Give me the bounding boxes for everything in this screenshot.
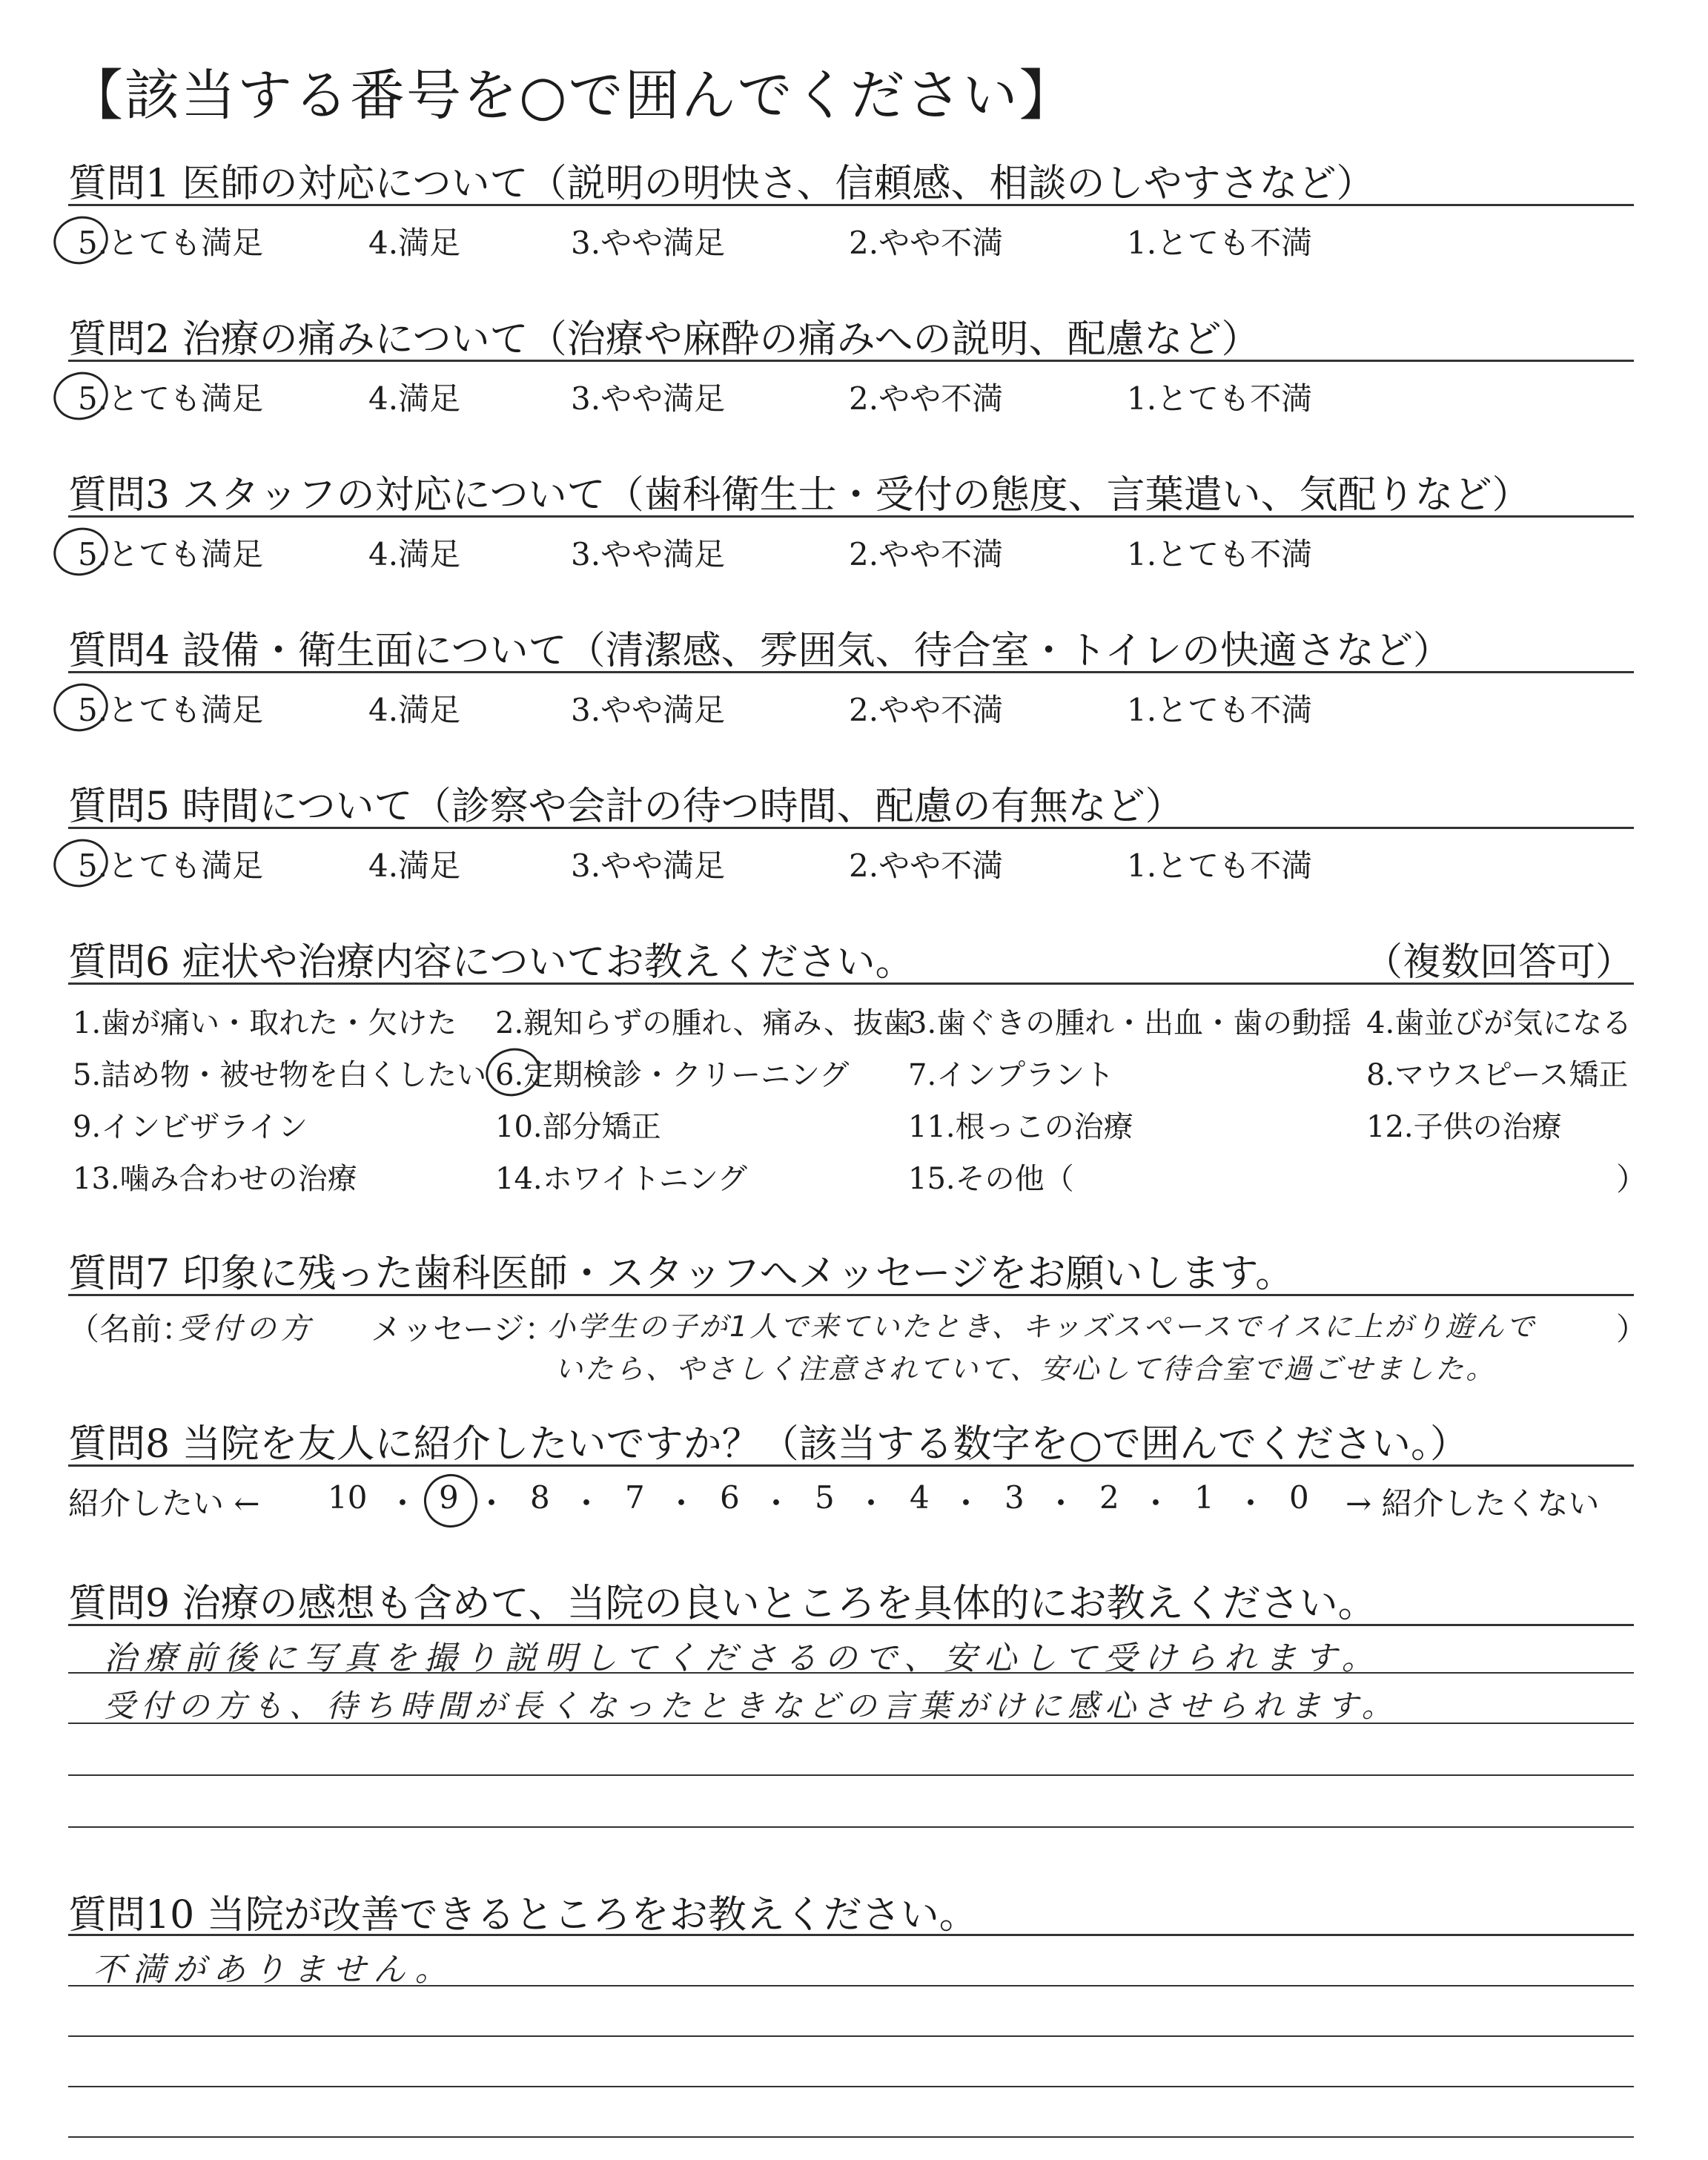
question-6-heading: 質問6 症状や治療内容についてお教えください。	[68, 940, 914, 985]
q8-separator: ・	[476, 1485, 508, 1522]
q4-option-1[interactable]: 1.とても不満	[1127, 692, 1313, 728]
question-1-heading: 質問1 医師の対応について（説明の明快さ、信頼感、相談のしやすさなど）	[68, 162, 1375, 206]
q4-option-4[interactable]: 4.満足	[368, 692, 461, 728]
q6-option-14[interactable]: 14.ホワイトニング	[495, 1162, 748, 1196]
q7-message-line-1[interactable]: 小学生の子が1人で来ていたとき、キッズスペースでイスに上がり遊んで	[547, 1310, 1537, 1343]
q8-option-6[interactable]: 6	[720, 1479, 740, 1516]
q8-answer-circle	[418, 1468, 483, 1533]
q5-option-4[interactable]: 4.満足	[368, 848, 461, 884]
question-2-rule	[68, 360, 1634, 362]
q6-option-10[interactable]: 10.部分矯正	[495, 1110, 661, 1144]
q1-option-3[interactable]: 3.やや満足	[571, 225, 726, 261]
question-4-heading: 質問4 設備・衛生面について（清潔感、雰囲気、待合室・トイレの快適さなど）	[68, 629, 1452, 673]
q10-answer-rule	[68, 1985, 1634, 1986]
q8-separator: ・	[1140, 1485, 1172, 1522]
q2-option-2[interactable]: 2.やや不満	[849, 380, 1004, 417]
q6-option-15[interactable]: 15.その他（	[908, 1162, 1074, 1196]
q2-option-1[interactable]: 1.とても不満	[1127, 380, 1313, 417]
q9-answer-rule	[68, 1826, 1634, 1828]
q4-option-3[interactable]: 3.やや満足	[571, 692, 726, 728]
q10-answer-line-1[interactable]: 不満がありません。	[93, 1951, 455, 1989]
q8-separator: ・	[855, 1485, 887, 1522]
question-6-note: （複数回答可）	[1364, 940, 1635, 985]
q9-answer-line-2[interactable]: 受付の方も、待ち時間が長くなったときなどの言葉がけに感心させられます。	[104, 1688, 1399, 1724]
q6-option-9[interactable]: 9.インビザライン	[73, 1110, 308, 1144]
q10-answer-rule	[68, 2035, 1634, 2037]
q1-option-5[interactable]: 5.とても満足	[78, 225, 264, 261]
q5-option-3[interactable]: 3.やや満足	[571, 848, 726, 884]
q9-answer-line-1[interactable]: 治療前後に写真を撮り説明してくださるので、安心して受けられます。	[104, 1639, 1382, 1677]
question-10-rule	[68, 1934, 1634, 1936]
q10-answer-rule	[68, 2136, 1634, 2138]
q6-option-2[interactable]: 2.親知らずの腫れ、痛み、抜歯	[495, 1006, 913, 1040]
q3-option-3[interactable]: 3.やや満足	[571, 536, 726, 572]
q6-option-3[interactable]: 3.歯ぐきの腫れ・出血・歯の動揺	[908, 1006, 1352, 1040]
question-7-rule	[68, 1294, 1634, 1296]
q8-option-4[interactable]: 4	[910, 1479, 930, 1516]
q3-option-4[interactable]: 4.満足	[368, 536, 461, 572]
question-9-rule	[68, 1624, 1634, 1626]
q8-option-2[interactable]: 2	[1099, 1479, 1119, 1516]
q9-answer-rule	[68, 1774, 1634, 1776]
question-8-heading: 質問8 当院を友人に紹介したいですか？（該当する数字を○で囲んでください。）	[68, 1422, 1469, 1467]
q8-option-8[interactable]: 8	[530, 1479, 550, 1516]
question-2-heading: 質問2 治療の痛みについて（治療や麻酔の痛みへの説明、配慮など）	[68, 317, 1260, 362]
q6-option-6[interactable]: 6.定期検診・クリーニング	[495, 1058, 850, 1092]
q7-message-line-2[interactable]: いたら、やさしく注意されていて、安心して待合室で過ごせました。	[555, 1353, 1497, 1385]
q7-close-paren: ）	[1616, 1311, 1648, 1347]
q8-right-label: → 紹介したくない	[1345, 1485, 1600, 1522]
question-3-rule	[68, 515, 1634, 518]
q3-option-1[interactable]: 1.とても不満	[1127, 536, 1313, 572]
q8-left-label: 紹介したい ←	[68, 1485, 260, 1522]
q6-option-8[interactable]: 8.マウスピース矯正	[1366, 1058, 1629, 1092]
q9-answer-rule	[68, 1672, 1634, 1674]
q8-option-3[interactable]: 3	[1004, 1479, 1025, 1516]
q8-option-5[interactable]: 5	[815, 1479, 835, 1516]
question-3-heading: 質問3 スタッフの対応について（歯科衛生士・受付の態度、言葉遣い、気配りなど）	[68, 473, 1531, 518]
q5-option-1[interactable]: 1.とても不満	[1127, 848, 1313, 884]
q3-option-5[interactable]: 5.とても満足	[78, 536, 264, 572]
page-title: 【該当する番号を○で囲んでください】	[68, 64, 1076, 128]
q8-separator: ・	[1235, 1485, 1267, 1522]
q8-option-7[interactable]: 7	[625, 1479, 645, 1516]
q6-option-5[interactable]: 5.詰め物・被せ物を白くしたい	[73, 1058, 487, 1092]
q7-name-value[interactable]: 受付の方	[178, 1312, 314, 1346]
question-9-heading: 質問9 治療の感想も含めて、当院の良いところを具体的にお教えください。	[68, 1582, 1377, 1626]
q4-option-5[interactable]: 5.とても満足	[78, 692, 264, 728]
q6-option-11[interactable]: 11.根っこの治療	[908, 1110, 1133, 1144]
question-1-rule	[68, 204, 1634, 206]
question-5-heading: 質問5 時間について（診察や会計の待つ時間、配慮の有無など）	[68, 785, 1184, 829]
q6-option-13[interactable]: 13.噛み合わせの治療	[73, 1162, 357, 1196]
question-7-heading: 質問7 印象に残った歯科医師・スタッフへメッセージをお願いします。	[68, 1252, 1294, 1296]
q8-separator: ・	[666, 1485, 698, 1522]
q8-option-1[interactable]: 1	[1194, 1479, 1214, 1516]
q1-option-1[interactable]: 1.とても不満	[1127, 225, 1313, 261]
q2-option-4[interactable]: 4.満足	[368, 380, 461, 417]
q8-separator: ・	[950, 1485, 982, 1522]
q7-message-label: メッセージ：	[371, 1311, 556, 1347]
q6-option-12[interactable]: 12.子供の治療	[1366, 1110, 1562, 1144]
question-4-rule	[68, 671, 1634, 673]
q5-option-5[interactable]: 5.とても満足	[78, 848, 264, 884]
question-5-rule	[68, 827, 1634, 829]
q3-option-2[interactable]: 2.やや不満	[849, 536, 1004, 572]
q8-separator: ・	[387, 1485, 419, 1522]
q9-answer-rule	[68, 1723, 1634, 1724]
q6-other-close-paren: ）	[1616, 1161, 1648, 1198]
question-6-rule	[68, 982, 1634, 985]
q8-separator: ・	[1045, 1485, 1077, 1522]
q6-option-7[interactable]: 7.インプラント	[908, 1058, 1115, 1092]
q6-option-4[interactable]: 4.歯並びが気になる	[1366, 1006, 1632, 1040]
q7-name-label: （名前：	[68, 1311, 193, 1347]
q2-option-3[interactable]: 3.やや満足	[571, 380, 726, 417]
q2-option-5[interactable]: 5.とても満足	[78, 380, 264, 417]
q1-option-4[interactable]: 4.満足	[368, 225, 461, 261]
q8-option-0[interactable]: 0	[1289, 1479, 1309, 1516]
q10-answer-rule	[68, 2086, 1634, 2087]
q6-option-1[interactable]: 1.歯が痛い・取れた・欠けた	[73, 1006, 457, 1040]
q8-option-9[interactable]: 9	[439, 1479, 459, 1516]
q8-separator: ・	[571, 1485, 603, 1522]
q8-option-10[interactable]: 10	[328, 1479, 368, 1516]
q8-separator: ・	[761, 1485, 792, 1522]
question-10-heading: 質問10 当院が改善できるところをお教えください。	[68, 1893, 978, 1938]
q1-option-2[interactable]: 2.やや不満	[849, 225, 1004, 261]
question-8-rule	[68, 1464, 1634, 1467]
q5-option-2[interactable]: 2.やや不満	[849, 848, 1004, 884]
q4-option-2[interactable]: 2.やや不満	[849, 692, 1004, 728]
